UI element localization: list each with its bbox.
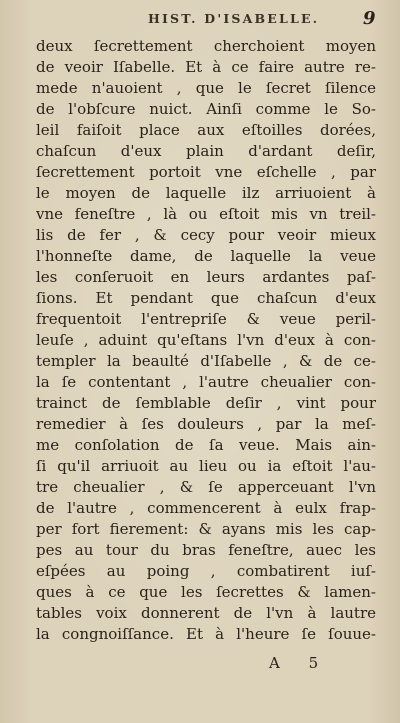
text-line: pes au tour du bras feneſtre, auec les xyxy=(36,541,376,559)
text-line: leil faiſoit place aux eſtoilles dorées, xyxy=(36,121,376,139)
body-text xyxy=(36,36,376,645)
text-line: le moyen de laquelle ilz arriuoient à xyxy=(36,184,376,202)
text-line: vne feneſtre , là ou eſtoit mis vn treil- xyxy=(36,205,376,223)
text-line: ques à ce que les ſecrettes & lamen- xyxy=(36,583,376,601)
text-line: de veoir Iſabelle. Et à ce faire autre re- xyxy=(36,58,376,76)
page-header xyxy=(0,8,400,33)
text-line: leuſe , aduint qu'eſtans l'vn d'eux à con- xyxy=(36,331,376,349)
text-line: les conſeruoit en leurs ardantes paſ- xyxy=(36,268,376,286)
text-line: la ſe contentant , l'autre cheualier con- xyxy=(36,373,376,391)
text-line: ſi qu'il arriuoit au lieu ou ia eſtoit l'au- xyxy=(36,457,376,475)
page-number: 9 xyxy=(363,8,376,29)
text-line: chaſcun d'eux plain d'ardant deſir, xyxy=(36,142,376,160)
text-line: trainct de ſemblable deſir , vint pour xyxy=(36,394,376,412)
text-line: remedier à ſes douleurs , par la meſ- xyxy=(36,415,376,433)
text-line: tre cheualier , & ſe apperceuant l'vn xyxy=(36,478,376,496)
text-line: la congnoiſſance. Et à l'heure ſe ſouue- xyxy=(36,625,376,643)
text-line: de l'autre , commencerent à eulx frap- xyxy=(36,499,376,517)
text-line: de l'obſcure nuict. Ainſi comme le So- xyxy=(36,100,376,118)
text-line: lis de fer , & cecy pour veoir mieux xyxy=(36,226,376,244)
signature-mark: A 5 xyxy=(269,654,331,672)
text-line: eſpées au poing , combatirent iuſ- xyxy=(36,562,376,580)
text-line: deux ſecrettement cherchoient moyen xyxy=(36,37,376,55)
text-line: mede n'auoient , que le ſecret ſilence xyxy=(36,79,376,97)
text-line: ſions. Et pendant que chaſcun d'eux xyxy=(36,289,376,307)
text-line: tables voix donnerent de l'vn à lautre xyxy=(36,604,376,622)
text-line: ſecrettement portoit vne eſchelle , par xyxy=(36,163,376,181)
text-line: frequentoit l'entrepriſe & veue peril- xyxy=(36,310,376,328)
running-head: HIST. D'ISABELLE. xyxy=(148,11,320,26)
text-line: me conſolation de ſa veue. Mais ain- xyxy=(36,436,376,454)
text-line: templer la beaulté d'Iſabelle , & de ce- xyxy=(36,352,376,370)
text-line: per fort fierement: & ayans mis les cap- xyxy=(36,520,376,538)
text-line: l'honneſte dame, de laquelle la veue xyxy=(36,247,376,265)
